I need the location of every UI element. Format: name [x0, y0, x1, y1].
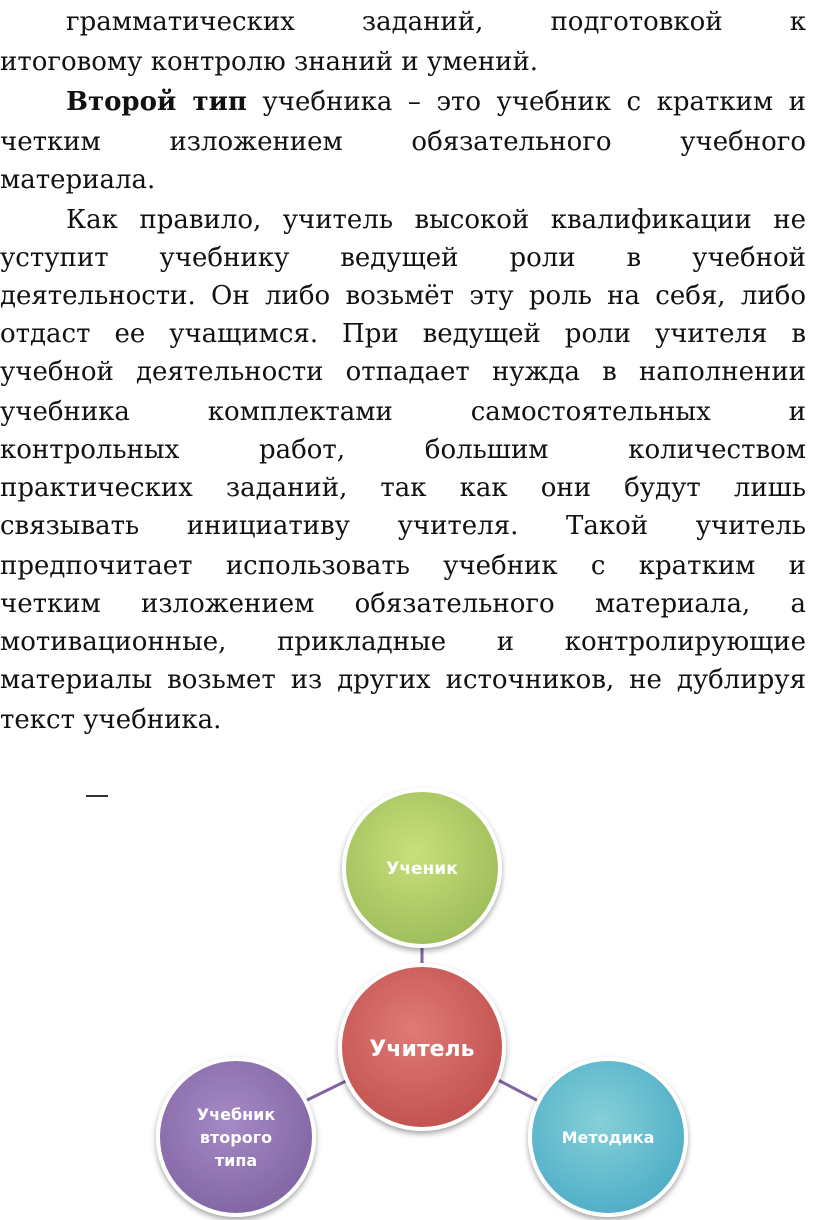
node-student — [344, 790, 500, 946]
text-line-6: Как правило, учитель высокой квалификации не — [66, 205, 806, 235]
text-line-18: материалы возьмет из других источников, не дублируя — [0, 665, 806, 695]
text-line-4: четким изложением обязательного учебного — [0, 127, 806, 157]
text-line-14: связывать инициативу учителя. Такой учитель — [0, 511, 806, 541]
text-line-11: учебника комплектами самостоятельных и — [0, 397, 806, 427]
node-teacher — [340, 965, 504, 1129]
text-line-12: контрольных работ, большим количеством — [0, 435, 806, 465]
text-line-5: материала. — [0, 165, 156, 195]
node-methodology-label: Методика — [561, 1128, 655, 1147]
text-line-15: предпочитает использовать учебник с кратким и — [0, 551, 806, 581]
text-line-16: четким изложением обязательного материала, а — [0, 589, 806, 619]
node-textbook-label-line-1: Учебник — [196, 1105, 276, 1124]
text-line-3-rest: учебника – это учебник с кратким и — [246, 87, 806, 117]
node-student-label: Ученик — [386, 859, 458, 879]
text-line-1: грамматических заданий, подготовкой к — [66, 7, 806, 37]
text-line-13: практических заданий, так как они будут лишь — [0, 473, 806, 503]
node-textbook-label-line-3: типа — [214, 1151, 258, 1170]
text-line-7: уступит учебнику ведущей роли в учебной — [0, 243, 806, 273]
text-line-19: текст учебника. — [0, 705, 222, 735]
text-line-8: деятельности. Он либо возьмёт эту роль на себя, либо — [0, 281, 806, 311]
node-methodology — [530, 1059, 686, 1215]
node-textbook-label-line-2: второго — [199, 1128, 273, 1147]
text-line-9: отдаст ее учащимся. При ведущей роли учителя в — [0, 319, 806, 349]
text-line-2: итоговому контролю знаний и умений. — [0, 47, 539, 77]
node-textbook — [158, 1059, 314, 1215]
node-teacher-label: Учитель — [369, 1037, 475, 1062]
text-line-10: учебной деятельности отпадает нужда в наполнении — [0, 357, 806, 387]
term-second-type: Второй тип — [66, 87, 247, 117]
text-line-17: мотивационные, прикладные и контролирующие — [0, 627, 806, 657]
